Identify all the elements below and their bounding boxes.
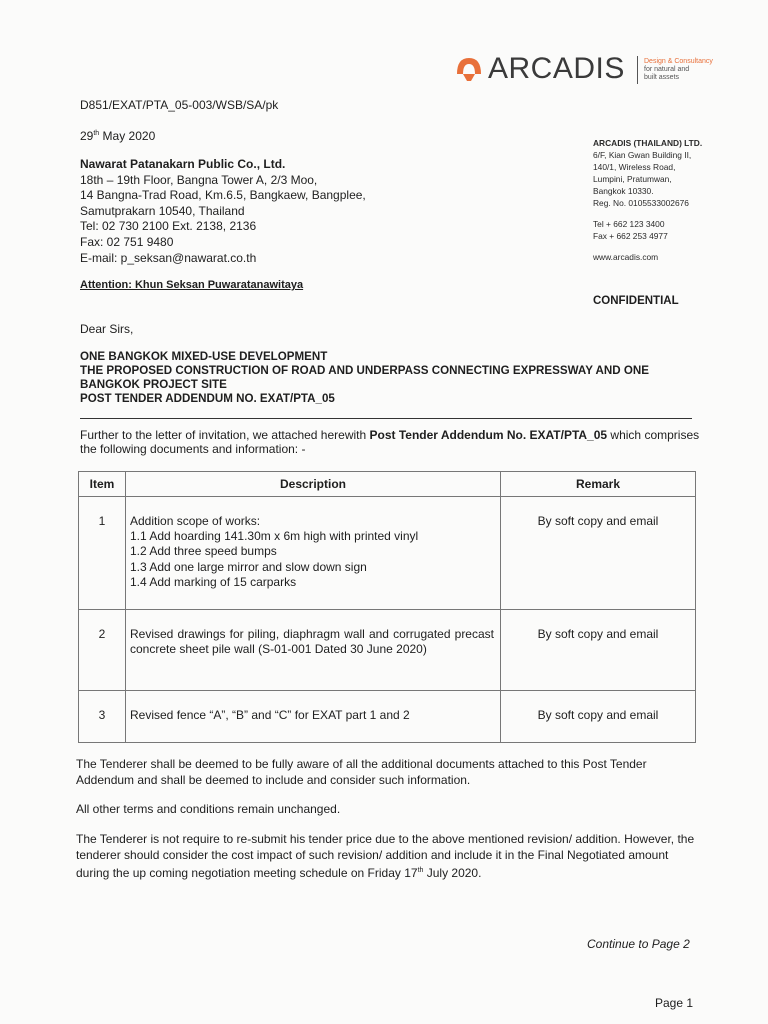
deemed-aware-paragraph: The Tenderer shall be deemed to be fully aware of all the additional documents attached to this Post Tender Addendum and shall be deemed to include and consider such information. <box>76 757 647 787</box>
table-row <box>79 497 696 610</box>
confidential-label: CONFIDENTIAL <box>593 295 679 307</box>
recipient-email: E-mail: p_seksan@nawarat.co.th <box>80 250 257 265</box>
documents-table <box>78 471 696 743</box>
intro-text: which comprises the following documents and information: - <box>80 428 700 456</box>
recipient-company: Nawarat Patanakarn Public Co., Ltd. <box>80 157 286 171</box>
tagline-line: Design & Consultancy <box>644 58 713 65</box>
row-remark: By soft copy and email <box>501 610 696 691</box>
table-row <box>79 691 696 743</box>
logo-tagline <box>644 58 724 82</box>
sender-address-line: 6/F, Kian Gwan Building II, <box>593 150 692 160</box>
resubmit-paragraph <box>76 832 698 882</box>
row-item-number: 2 <box>79 610 126 691</box>
sender-address-line: 140/1, Wireless Road, <box>593 162 676 172</box>
date-rest: May 2020 <box>99 129 156 143</box>
intro-paragraph <box>80 428 700 456</box>
salutation: Dear Sirs, <box>80 322 134 336</box>
sender-reg-number: Reg. No. 0105533002676 <box>593 198 689 208</box>
date-suffix: th <box>93 130 100 137</box>
sender-block <box>593 137 702 263</box>
table-header-row <box>79 472 696 497</box>
sender-fax: Fax + 662 253 4977 <box>593 231 668 241</box>
recipient-address-line: 14 Bangna-Trad Road, Km.6.5, Bangkaew, Bangplee, <box>80 188 366 203</box>
header-description: Description <box>126 472 501 497</box>
intro-text: Further to the letter of invitation, we attached herewith <box>80 428 370 442</box>
date-day: 29 <box>80 129 94 143</box>
recipient-address-line: 18th – 19th Floor, Bangna Tower A, 2/3 Moo, <box>80 172 318 187</box>
description-line: 1.4 Add marking of 15 carparks <box>130 574 297 589</box>
recipient-block <box>80 157 366 266</box>
header-remark: Remark <box>501 472 696 497</box>
row-remark: By soft copy and email <box>501 497 696 610</box>
letter-date <box>80 129 155 143</box>
logo-divider <box>637 56 638 84</box>
attention-line: Attention: Khun Seksan Puwaratanawitaya <box>80 279 304 291</box>
description-line: Revised drawings for piling, diaphragm wall and corrugated precast concrete sheet pile wall (S-01-001 Dated 30 June 2020) <box>130 627 494 657</box>
continue-note: Continue to Page 2 <box>587 937 690 951</box>
description-line: 1.2 Add three speed bumps <box>130 544 277 559</box>
description-line: Addition scope of works: <box>130 514 261 528</box>
subject-divider <box>80 418 692 419</box>
intro-addendum-ref: Post Tender Addendum No. EXAT/PTA_05 <box>369 428 608 442</box>
arcadis-mark-icon <box>454 54 484 84</box>
para3-suffix: th <box>417 867 424 874</box>
description-line: 1.3 Add one large mirror and slow down sign <box>130 559 367 574</box>
tagline-line: for natural and <box>644 66 690 73</box>
row-description <box>126 691 501 743</box>
para3-text: The Tenderer is not require to re-submit his tender price due to the above mentioned revision/ addition. However, the tenderer should consider the cost impact of such revision/ addition and include it in the Final Negotiated amount during the up coming negotiation meeting schedule on Friday 17 <box>76 832 695 880</box>
sender-address-line: Lumpini, Pratumwan, <box>593 174 672 184</box>
description-line: Revised fence “A”, “B” and “C” for EXAT part 1 and 2 <box>130 708 410 722</box>
sender-name: ARCADIS (THAILAND) LTD. <box>593 138 703 148</box>
logo-wordmark: ARCADIS <box>488 52 625 85</box>
table-row <box>79 610 696 691</box>
para3-text: July 2020. <box>423 866 482 880</box>
description-line: 1.1 Add hoarding 141.30m x 6m high with printed vinyl <box>130 529 419 544</box>
recipient-address-line: Samutprakarn 10540, Thailand <box>80 203 245 218</box>
recipient-fax: Fax: 02 751 9480 <box>80 234 174 249</box>
page-number: Page 1 <box>655 996 694 1010</box>
recipient-tel: Tel: 02 730 2100 Ext. 2138, 2136 <box>80 219 257 234</box>
row-description <box>126 497 501 610</box>
arcadis-logo <box>454 52 724 88</box>
spacer <box>593 209 702 218</box>
subject-line: POST TENDER ADDENDUM NO. EXAT/PTA_05 <box>80 392 335 405</box>
subject-line: ONE BANGKOK MIXED-USE DEVELOPMENT <box>80 350 328 363</box>
subject-line: THE PROPOSED CONSTRUCTION OF ROAD AND UNDERPASS CONNECTING EXPRESSWAY AND ONE BANGKOK PROJECT SITE <box>80 364 650 391</box>
row-item-number: 1 <box>79 497 126 610</box>
reference-number: D851/EXAT/PTA_05-003/WSB/SA/pk <box>80 98 279 112</box>
sender-website: www.arcadis.com <box>593 252 659 262</box>
spacer <box>593 242 702 251</box>
sender-tel: Tel + 662 123 3400 <box>593 219 665 229</box>
subject-block <box>80 350 700 406</box>
row-item-number: 3 <box>79 691 126 743</box>
terms-unchanged-paragraph: All other terms and conditions remain unchanged. <box>76 802 341 816</box>
sender-address-line: Bangkok 10330. <box>593 186 654 196</box>
row-description <box>126 610 501 691</box>
tagline-line: built assets <box>644 74 680 81</box>
header-item: Item <box>79 472 126 497</box>
row-remark: By soft copy and email <box>501 691 696 743</box>
